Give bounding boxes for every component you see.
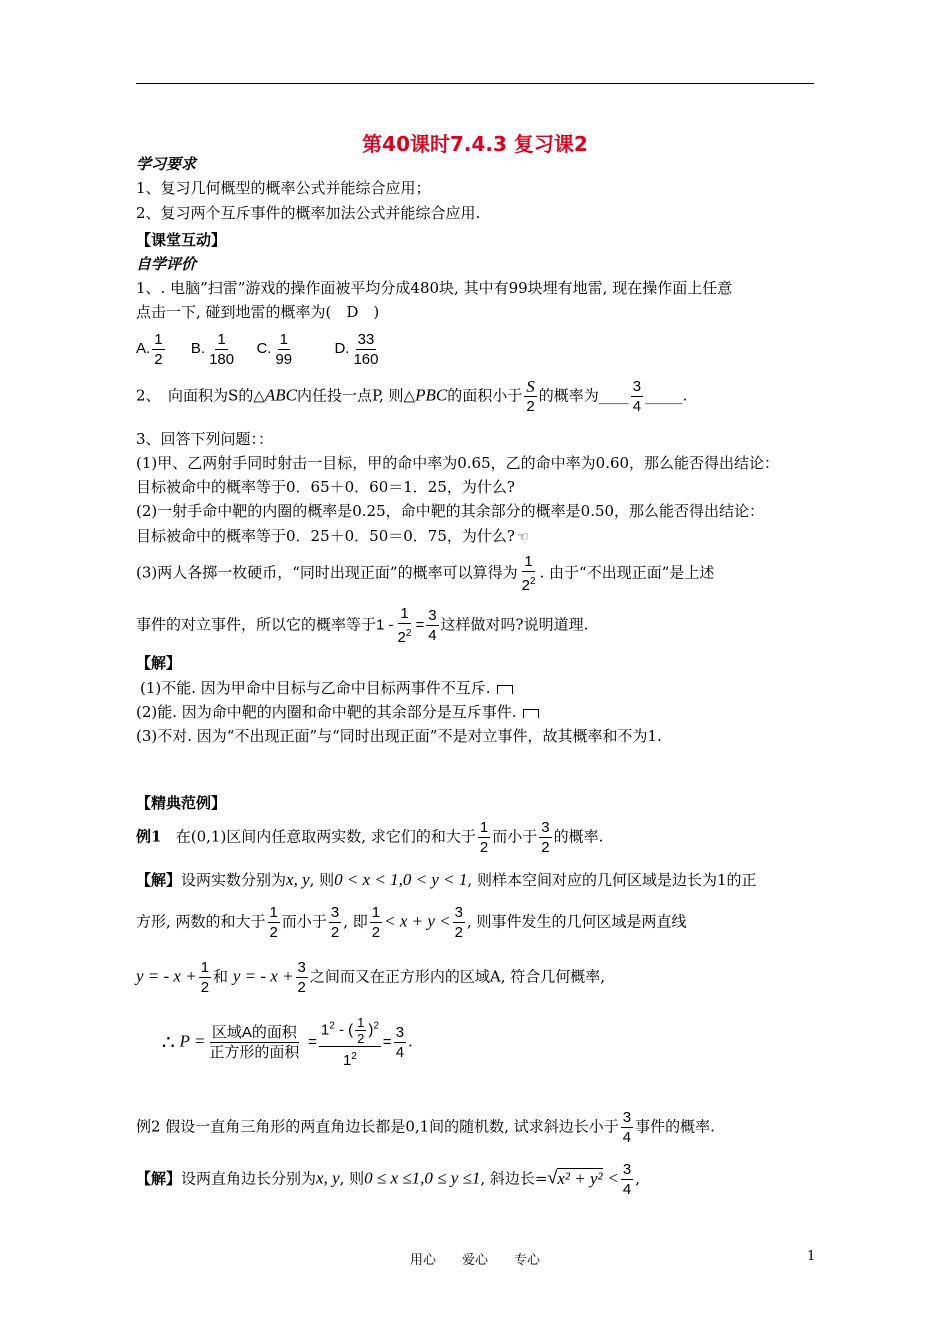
bracket-glyph-icon [523, 709, 539, 718]
q1-line1: 1、. 电脑”扫雷”游戏的操作面被平均分成480块, 其中有99块埋有地雷, 现在操作面上任意 [136, 279, 733, 297]
solution-line-1: (1)不能. 因为甲命中目标与乙命中目标两事件不互斥. [140, 677, 513, 698]
q3-p2b: 目标被命中的概率等于0．25＋0．50＝0．75，为什么? ☜ [136, 527, 529, 545]
bracket-glyph-icon [497, 685, 513, 694]
q2: 2、 向面积为S的△ABC内任投一点P, 则△PBC的面积小于 $\frac{S}{2}$ 的概率为____ $\frac{3}{4}$ _____. [136, 377, 688, 415]
pointing-hand-icon: ☜ [516, 530, 529, 545]
page-number: 1 [807, 1249, 816, 1264]
example1-solution-line2: 方形, 两数的和大于 $\frac{1}{2}$ 而小于 $\frac{3}{2}$ , 即 $\frac{1}{2}$ < x + y < $\frac{3}{2}$ , 则事件发生的几何区域是两直线 [136, 904, 687, 941]
q3-p1a: (1)甲、乙两射手同时射击一目标，甲的命中率为0.65，乙的命中率为0.60，那么能否得出结论： [136, 454, 780, 472]
page-title: 第40课时7.4.3 复习课2 [362, 132, 588, 156]
q1-line2: 点击一下, 碰到地雷的概率为( D ) [136, 303, 380, 321]
example1-solution-line1: 【解】设两实数分别为x, y, 则0 < x < 1,0 < y < 1, 则样本空间对应的几何区域是边长为1的正 [136, 870, 757, 889]
learning-item-2: 2、复习两个互斥事件的概率加法公式并能综合应用. [136, 204, 481, 222]
footer-text: 用心 爱心 专心 [409, 1253, 540, 1268]
q3-p3a: (3)两人各掷一枚硬币，“同时出现正面”的概率可以算得为 $\frac{1}{2^2}$ . 由于“不出现正面”是上述 [136, 553, 715, 594]
q3-p2a: (2)一射手命中靶的内圈的概率是0.25，命中靶的其余部分的概率是0.50，那么能否得出结论： [136, 502, 765, 520]
example2-solution: 【解】设两直角边长分别为x, y, 则0 ≤ x ≤1,0 ≤ y ≤1, 斜边长=√x² + y² < $\frac{3}{4}$ , [136, 1161, 640, 1198]
solution-heading: 【解】 [136, 654, 182, 672]
example1-solution-line3: y = - x + $\frac{1}{2}$ 和 y = - x + $\frac{3}{2}$ 之间而又在正方形内的区域A, 符合几何概率, [136, 959, 606, 996]
example1: 例1 在(0,1)区间内任意取两实数, 求它们的和大于 $\frac{1}{2}$ 而小于 $\frac{3}{2}$ 的概率. [136, 819, 604, 856]
q3-heading: 3、回答下列问题：： [136, 430, 274, 448]
solution-line-3: (3)不对. 因为“不出现正面”与“同时出现正面”不是对立事件，故其概率和不为1. [136, 727, 662, 745]
learning-heading: 学习要求 [136, 155, 197, 173]
solution-line-2: (2)能. 因为命中靶的内圈和命中靶的其余部分是互斥事件. [136, 701, 539, 722]
q3-p1b: 目标被命中的概率等于0．65＋0．60＝1．25，为什么? [136, 478, 515, 496]
examples-heading: 【精典范例】 [136, 794, 227, 812]
q3-p3b: 事件的对立事件，所以它的概率等于1 - $\frac{1}{2^2}$ = $\frac{3}{4}$ 这样做对吗?说明道理. [136, 605, 589, 646]
q1-option-c: C. $\frac{1}{99}$ [256, 331, 293, 368]
self-eval-heading: 自学评价 [136, 255, 197, 273]
q1-option-b: B. $\frac{1}{180}$ [190, 331, 235, 368]
learning-item-1: 1、复习几何概型的概率公式并能综合应用； [136, 179, 431, 197]
q1-option-a: A. $\frac{1}{2}$ [136, 331, 163, 368]
example1-formula: ∴ P = $\frac{\text{区域A的面积}}{\text{正方形的面积}}$ = $1^2$ - ( $\frac{1}{2}$ )$^2$ $1^2$ = $\frac{3}{4}$ . [162, 1015, 413, 1069]
header-rule [136, 83, 814, 84]
q1-option-d: D. $\frac{33}{160}$ [334, 331, 379, 368]
classroom-heading: 【课堂互动】 [136, 231, 227, 249]
example2: 例2 假设一直角三角形的两直角边长都是0,1间的随机数, 试求斜边长小于 $\frac{3}{4}$ 事件的概率. [136, 1109, 715, 1146]
q1-options [136, 330, 383, 369]
